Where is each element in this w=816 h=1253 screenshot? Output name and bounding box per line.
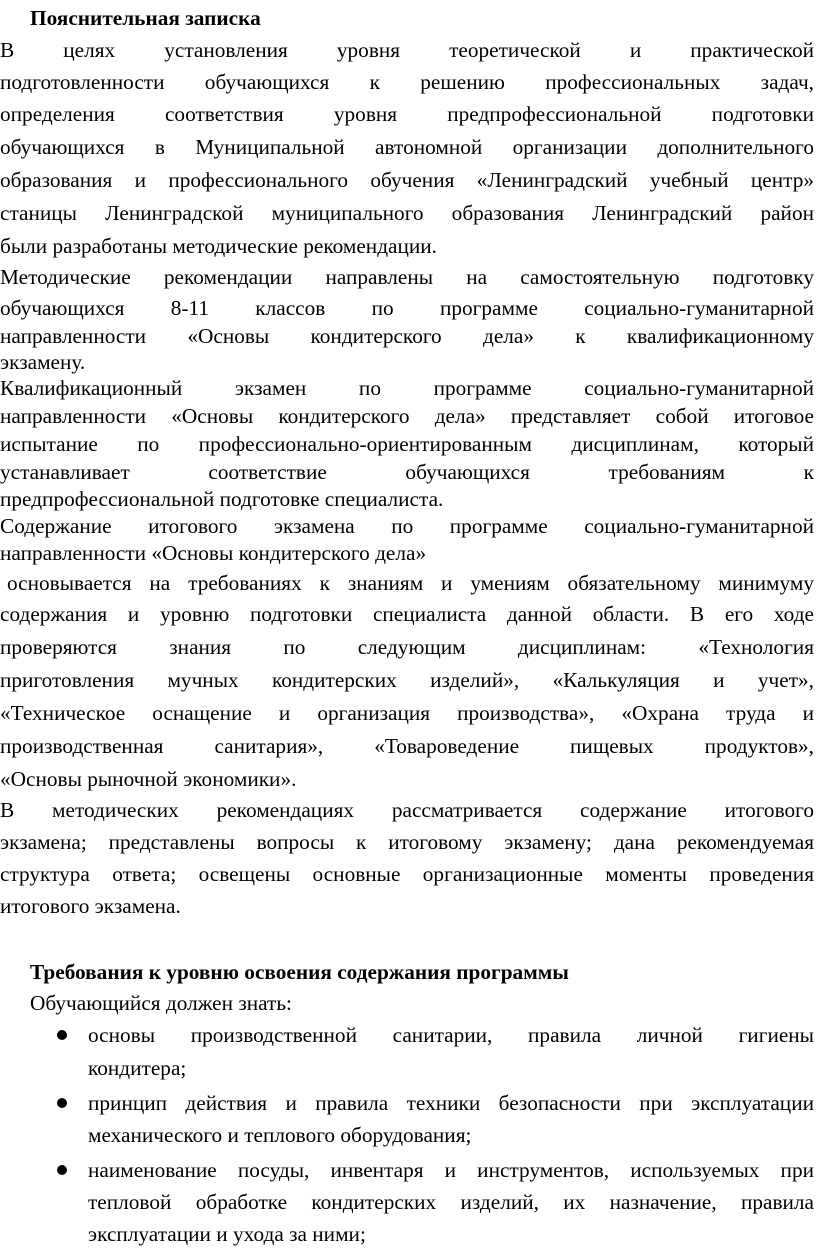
text-line: направленности «Основы кондитерского дела» [0, 541, 427, 565]
section-heading-explanatory-note: Пояснительная записка [30, 6, 261, 30]
list-item-text: наименование посуды, инвентаря и инструментов, используемых при [88, 1158, 814, 1182]
text-line: основывается на требованиях к знаниям и умениям обязательному минимуму [7, 571, 814, 595]
text-line: экзамену. [0, 350, 86, 374]
text-line: экзамена; представлены вопросы к итоговому экзамену; дана рекомендуемая [0, 830, 814, 854]
text-line: содержания и уровню подготовки специалиста данной области. В его ходе [0, 602, 814, 626]
text-line: предпрофессиональной подготовке специалиста. [0, 487, 444, 511]
bullet-icon [57, 1030, 67, 1040]
text-line: испытание по профессионально-ориентированным дисциплинам, который [0, 432, 814, 456]
list-item-text: основы производственной санитарии, правила личной гигиены [88, 1023, 814, 1047]
bullet-icon [57, 1165, 67, 1175]
list-item-text: механического и теплового оборудования; [88, 1123, 472, 1147]
text-line: Содержание итогового экзамена по программе социально-гуманитарной [0, 514, 814, 538]
knowledge-intro: Обучающийся должен знать: [30, 991, 292, 1015]
text-line: структура ответа; освещены основные организационные моменты проведения [0, 862, 814, 886]
text-line: устанавливает соответствие обучающихся требованиям к [0, 460, 814, 484]
text-line: обучающихся в Муниципальной автономной организации дополнительного [0, 135, 814, 159]
text-line: В методических рекомендациях рассматривается содержание итогового [0, 798, 814, 822]
text-line: «Основы рыночной экономики». [0, 767, 297, 791]
text-line: направленности «Основы кондитерского дела» представляет собой итоговое [0, 404, 814, 428]
text-line: Методические рекомендации направлены на самостоятельную подготовку [0, 265, 814, 289]
list-item-text: эксплуатации и ухода за ними; [88, 1222, 366, 1246]
text-line: обучающихся 8-11 классов по программе социально-гуманитарной [0, 296, 814, 320]
text-line: приготовления мучных кондитерских изделий», «Калькуляция и учет», [0, 668, 814, 692]
list-item-text: принцип действия и правила техники безопасности при эксплуатации [88, 1091, 814, 1115]
text-line: Квалификационный экзамен по программе социально-гуманитарной [0, 376, 814, 400]
section-heading-requirements: Требования к уровню освоения содержания программы [30, 960, 569, 984]
bullet-icon [57, 1098, 67, 1108]
text-line: подготовленности обучающихся к решению профессиональных задач, [0, 70, 814, 94]
text-line: станицы Ленинградской муниципального образования Ленинградский район [0, 201, 814, 225]
text-line: направленности «Основы кондитерского дела» к квалификационному [0, 324, 814, 348]
text-line: проверяются знания по следующим дисциплинам: «Технология [0, 635, 814, 659]
text-line: «Техническое оснащение и организация производства», «Охрана труда и [0, 701, 814, 725]
text-line: итогового экзамена. [0, 894, 181, 918]
text-line: производственная санитария», «Товароведение пищевых продуктов», [0, 734, 814, 758]
text-line: были разработаны методические рекомендации. [0, 234, 437, 258]
list-item-text: кондитера; [88, 1056, 187, 1080]
list-item-text: тепловой обработке кондитерских изделий, их назначение, правила [88, 1190, 814, 1214]
text-line: образования и профессионального обучения «Ленинградский учебный центр» [0, 168, 814, 192]
text-line: определения соответствия уровня предпрофессиональной подготовки [0, 102, 814, 126]
text-line: В целях установления уровня теоретической и практической [0, 38, 814, 62]
